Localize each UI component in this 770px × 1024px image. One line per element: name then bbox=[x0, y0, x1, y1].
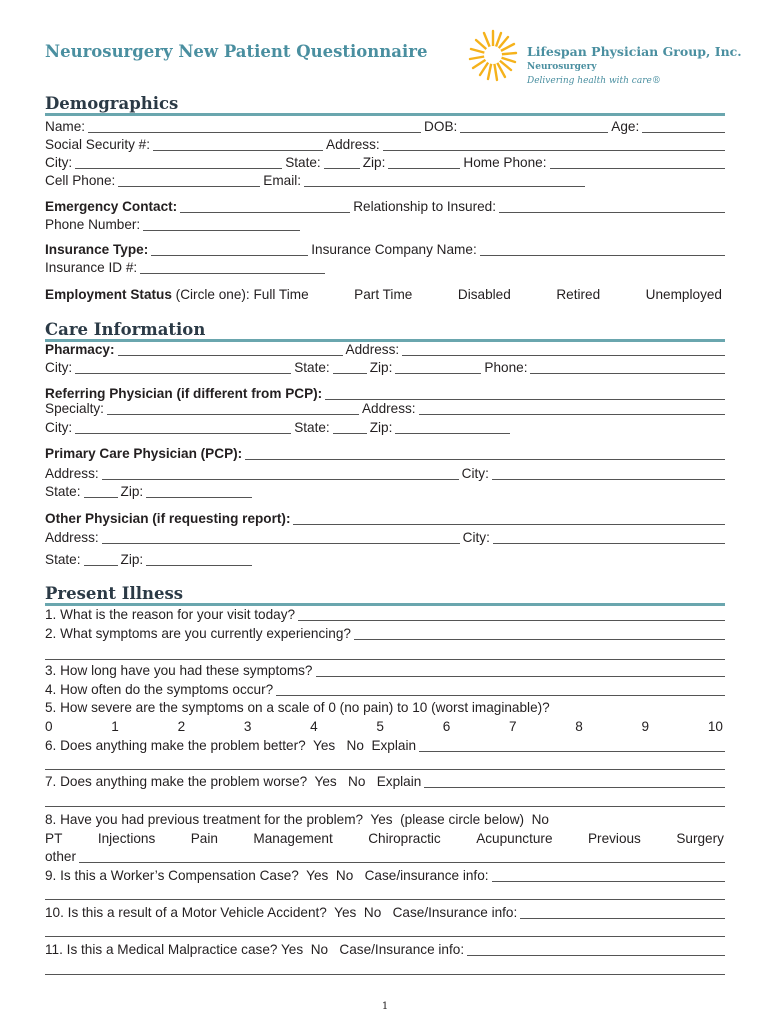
pharmacy-label: Pharmacy: bbox=[45, 342, 115, 357]
referring-city-row bbox=[45, 418, 510, 436]
severity-scale bbox=[45, 717, 723, 735]
question-5-text: 5. How severe are the symptoms on a scale of 0 (no pain) to 10 (worst imaginable)? bbox=[45, 700, 550, 715]
question-6-extra-line[interactable] bbox=[45, 769, 725, 770]
treatment-option-surgery[interactable]: Surgery bbox=[676, 831, 724, 846]
referring-state-field[interactable] bbox=[333, 421, 367, 434]
pharmacy-zip-field[interactable] bbox=[395, 361, 481, 374]
other-state-field[interactable] bbox=[84, 553, 118, 566]
pharmacy-city-field[interactable] bbox=[75, 361, 291, 374]
pcp-label: Primary Care Physician (PCP): bbox=[45, 446, 243, 461]
question-2-extra-line[interactable] bbox=[45, 659, 725, 660]
question-8 bbox=[45, 810, 725, 828]
referring-zip-field[interactable] bbox=[395, 421, 510, 434]
zip-label: Zip: bbox=[362, 155, 386, 170]
ssn-field[interactable] bbox=[153, 138, 323, 151]
question-10 bbox=[45, 903, 725, 921]
scale-option-1[interactable]: 1 bbox=[111, 719, 119, 734]
scale-option-4[interactable]: 4 bbox=[310, 719, 318, 734]
insurance-row bbox=[45, 240, 725, 258]
section-heading: Care Information bbox=[45, 320, 206, 339]
question-6-field[interactable] bbox=[419, 739, 725, 752]
state-field[interactable] bbox=[324, 156, 360, 169]
other-city-label: City: bbox=[462, 530, 490, 545]
question-2 bbox=[45, 624, 725, 642]
pharmacy-address-field[interactable] bbox=[402, 343, 725, 356]
treatment-option-pain[interactable]: Pain bbox=[190, 831, 218, 846]
home-phone-field[interactable] bbox=[550, 156, 725, 169]
section-heading: Present Illness bbox=[45, 584, 184, 603]
scale-option-8[interactable]: 8 bbox=[575, 719, 583, 734]
employment-option-unemployed[interactable]: Unemployed bbox=[645, 287, 722, 302]
state-label: State: bbox=[285, 155, 321, 170]
city-field[interactable] bbox=[75, 156, 282, 169]
pcp-address-field[interactable] bbox=[102, 467, 459, 480]
referring-state-label: State: bbox=[294, 420, 330, 435]
question-7-extra-line[interactable] bbox=[45, 806, 725, 807]
pcp-address-row bbox=[45, 464, 725, 482]
employment-option-retired[interactable]: Retired bbox=[556, 287, 601, 302]
organization-logo bbox=[468, 28, 758, 92]
phone-number-row bbox=[45, 215, 300, 233]
dob-label: DOB: bbox=[424, 119, 458, 134]
question-9-text: 9. Is this a Worker’s Compensation Case? Yes No Case/insurance info: bbox=[45, 868, 489, 883]
question-11-extra-line[interactable] bbox=[45, 974, 725, 975]
treatment-other-field[interactable] bbox=[79, 850, 725, 863]
treatment-option-previous[interactable]: Previous bbox=[587, 831, 641, 846]
scale-option-6[interactable]: 6 bbox=[442, 719, 451, 734]
referring-address-label: Address: bbox=[361, 401, 416, 416]
other-zip-label: Zip: bbox=[120, 552, 144, 567]
other-address-field[interactable] bbox=[102, 531, 460, 544]
specialty-field[interactable] bbox=[107, 402, 359, 415]
question-10-extra-line[interactable] bbox=[45, 936, 725, 937]
other-physician-label: Other Physician (if requesting report): bbox=[45, 511, 291, 526]
question-9-extra-line[interactable] bbox=[45, 899, 725, 900]
cell-phone-field[interactable] bbox=[118, 174, 260, 187]
logo-name: Lifespan Physician Group, Inc. bbox=[527, 44, 742, 59]
question-11-text: 11. Is this a Medical Malpractice case? Yes No Case/Insurance info: bbox=[45, 942, 465, 957]
relationship-label: Relationship to Insured: bbox=[353, 199, 497, 214]
scale-option-10[interactable]: 10 bbox=[707, 719, 723, 734]
employment-option-disabled[interactable]: Disabled bbox=[457, 287, 511, 302]
pcp-city-label: City: bbox=[461, 466, 489, 481]
pharmacy-city-label: City: bbox=[45, 360, 73, 375]
zip-field[interactable] bbox=[388, 156, 460, 169]
treatment-other bbox=[45, 847, 725, 865]
specialty-label: Specialty: bbox=[45, 401, 104, 416]
page-number: 1 bbox=[381, 1001, 389, 1012]
pharmacy-row bbox=[45, 340, 725, 358]
insurance-id-field[interactable] bbox=[140, 261, 325, 274]
question-5 bbox=[45, 698, 725, 716]
insurance-id-label: Insurance ID #: bbox=[45, 260, 138, 275]
pharmacy-state-field[interactable] bbox=[333, 361, 367, 374]
ssn-label: Social Security #: bbox=[45, 137, 151, 152]
referring-city-field[interactable] bbox=[75, 421, 291, 434]
question-6 bbox=[45, 736, 725, 754]
other-physician-row bbox=[45, 509, 725, 527]
pharmacy-city-row bbox=[45, 358, 725, 376]
scale-option-3[interactable]: 3 bbox=[243, 719, 252, 734]
question-6-text: 6. Does anything make the problem better? Yes No Explain bbox=[45, 738, 417, 753]
sunburst-icon bbox=[468, 28, 518, 82]
treatment-option-pt[interactable]: PT bbox=[45, 831, 63, 846]
treatment-option-management[interactable]: Management bbox=[253, 831, 333, 846]
question-2-field[interactable] bbox=[354, 627, 725, 640]
section-present-illness bbox=[45, 580, 725, 606]
address-label: Address: bbox=[326, 137, 380, 152]
treatment-options bbox=[45, 829, 724, 847]
other-city-field[interactable] bbox=[493, 531, 725, 544]
age-label: Age: bbox=[611, 119, 640, 134]
name-row bbox=[45, 117, 725, 135]
pharmacy-state-label: State: bbox=[294, 360, 330, 375]
question-3 bbox=[45, 661, 725, 679]
address-field[interactable] bbox=[383, 138, 725, 151]
question-2-text: 2. What symptoms are you currently experiencing? bbox=[45, 626, 351, 641]
pharmacy-zip-label: Zip: bbox=[369, 360, 393, 375]
scale-option-9[interactable]: 9 bbox=[641, 719, 650, 734]
name-field[interactable] bbox=[88, 120, 421, 133]
pcp-state-row bbox=[45, 482, 252, 500]
treatment-option-acupuncture[interactable]: Acupuncture bbox=[476, 831, 553, 846]
ssn-row bbox=[45, 135, 725, 153]
pharmacy-field[interactable] bbox=[118, 343, 343, 356]
insurance-company-label: Insurance Company Name: bbox=[311, 242, 477, 257]
treatment-other-label: other bbox=[45, 849, 76, 864]
pcp-row bbox=[45, 444, 725, 462]
home-phone-label: Home Phone: bbox=[463, 155, 547, 170]
other-address-label: Address: bbox=[45, 530, 99, 545]
insurance-type-label: Insurance Type: bbox=[45, 242, 149, 257]
cell-phone-label: Cell Phone: bbox=[45, 173, 116, 188]
relationship-field[interactable] bbox=[499, 200, 725, 213]
pharmacy-address-label: Address: bbox=[345, 342, 400, 357]
employment-row bbox=[45, 285, 722, 303]
other-physician-field[interactable] bbox=[293, 512, 725, 525]
insurance-type-field[interactable] bbox=[151, 243, 308, 256]
other-address-row bbox=[45, 528, 725, 546]
question-3-text: 3. How long have you had these symptoms? bbox=[45, 663, 313, 678]
city-label: City: bbox=[45, 155, 73, 170]
question-4-field[interactable] bbox=[276, 683, 725, 696]
dob-field[interactable] bbox=[460, 120, 608, 133]
employment-circle-one[interactable]: (Circle one): Full Time bbox=[171, 287, 309, 302]
city-row bbox=[45, 153, 725, 171]
section-demographics bbox=[45, 90, 725, 116]
referring-city-label: City: bbox=[45, 420, 73, 435]
pcp-zip-field[interactable] bbox=[146, 485, 252, 498]
scale-option-0[interactable]: 0 bbox=[45, 719, 53, 734]
employment-option-part-time[interactable]: Part Time bbox=[354, 287, 413, 302]
question-9 bbox=[45, 866, 725, 884]
referring-zip-label: Zip: bbox=[369, 420, 393, 435]
specialty-row bbox=[45, 399, 725, 417]
email-field[interactable] bbox=[304, 174, 585, 187]
insurance-id-row bbox=[45, 258, 325, 276]
treatment-option-chiropractic[interactable]: Chiropractic bbox=[368, 831, 441, 846]
page-title: Neurosurgery New Patient Questionnaire bbox=[45, 42, 428, 61]
question-10-text: 10. Is this a result of a Motor Vehicle Accident? Yes No Case/Insurance info: bbox=[45, 905, 518, 920]
logo-tagline: Delivering health with care® bbox=[527, 76, 661, 86]
section-care-information bbox=[45, 316, 725, 342]
question-11-field[interactable] bbox=[467, 943, 725, 956]
phone-number-field[interactable] bbox=[143, 218, 300, 231]
question-1-field[interactable] bbox=[298, 608, 725, 621]
referring-address-field[interactable] bbox=[419, 402, 725, 415]
email-label: Email: bbox=[263, 173, 302, 188]
emergency-row bbox=[45, 197, 725, 215]
pcp-address-label: Address: bbox=[45, 466, 99, 481]
emergency-contact-field[interactable] bbox=[180, 200, 350, 213]
scale-option-2[interactable]: 2 bbox=[177, 719, 186, 734]
question-7 bbox=[45, 772, 725, 790]
treatment-option-injections[interactable]: Injections bbox=[97, 831, 156, 846]
insurance-company-field[interactable] bbox=[480, 243, 725, 256]
question-7-field[interactable] bbox=[424, 775, 725, 788]
question-4-text: 4. How often do the symptoms occur? bbox=[45, 682, 274, 697]
scale-option-7[interactable]: 7 bbox=[508, 719, 517, 734]
referring-physician-label: Referring Physician (if different from PCP): bbox=[45, 386, 323, 401]
scale-option-5[interactable]: 5 bbox=[376, 719, 384, 734]
question-3-field[interactable] bbox=[316, 664, 726, 677]
pcp-field[interactable] bbox=[245, 447, 725, 460]
question-1 bbox=[45, 605, 725, 623]
pcp-city-field[interactable] bbox=[492, 467, 725, 480]
question-8-text: 8. Have you had previous treatment for the problem? Yes (please circle below) No bbox=[45, 812, 549, 827]
section-heading: Demographics bbox=[45, 94, 179, 113]
name-label: Name: bbox=[45, 119, 86, 134]
logo-department: Neurosurgery bbox=[527, 62, 597, 72]
age-field[interactable] bbox=[642, 120, 725, 133]
other-state-row bbox=[45, 550, 252, 568]
question-4 bbox=[45, 680, 725, 698]
question-1-text: 1. What is the reason for your visit today? bbox=[45, 607, 296, 622]
question-7-text: 7. Does anything make the problem worse? Yes No Explain bbox=[45, 774, 422, 789]
pharmacy-phone-label: Phone: bbox=[484, 360, 528, 375]
cell-row bbox=[45, 171, 585, 189]
pharmacy-phone-field[interactable] bbox=[530, 361, 725, 374]
question-10-field[interactable] bbox=[520, 906, 725, 919]
question-11 bbox=[45, 940, 725, 958]
other-state-label: State: bbox=[45, 552, 81, 567]
employment-status-label: Employment Status bbox=[45, 287, 172, 302]
emergency-contact-label: Emergency Contact: bbox=[45, 199, 178, 214]
pcp-zip-label: Zip: bbox=[120, 484, 144, 499]
pcp-state-label: State: bbox=[45, 484, 81, 499]
pcp-state-field[interactable] bbox=[84, 485, 118, 498]
question-9-field[interactable] bbox=[492, 869, 725, 882]
phone-number-label: Phone Number: bbox=[45, 217, 141, 232]
employment-status bbox=[45, 287, 309, 303]
other-zip-field[interactable] bbox=[146, 553, 252, 566]
